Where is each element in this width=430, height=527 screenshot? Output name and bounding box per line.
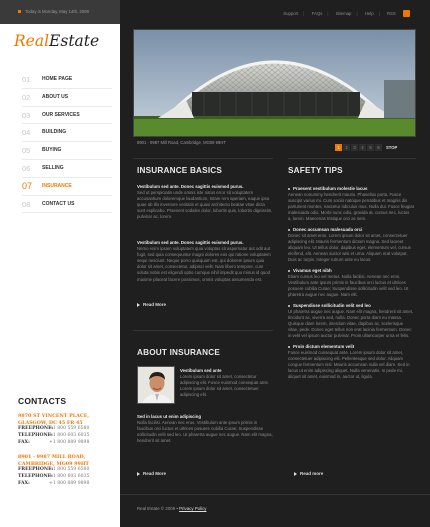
about-intro-text: Lorem ipsum dolor sit amet, consectetur adipiscing elit. Fusce euismod consequat ante. Lorem ipsum dolor sit amet, consectetuer adipiscing elit. xyxy=(180,374,270,398)
nav-label: SELLING xyxy=(42,164,64,171)
fax-label: FAX: xyxy=(18,439,30,445)
fax-value: +1 800 889 9898 xyxy=(49,439,90,445)
tip-title-text: Vivamus eget nibh xyxy=(293,268,332,273)
nav-number: 03 xyxy=(22,110,31,120)
office2-address-line2: CAMBRIDGE, MG09 99HT xyxy=(18,460,89,467)
person-avatar xyxy=(137,366,175,404)
office2-address-line1: 8901 - 9987 MILL ROAD, xyxy=(18,454,86,461)
office1-address-line1: 9870 ST VINCENT PLACE, xyxy=(18,413,90,419)
telephone-label: TELEPHONE: xyxy=(18,432,53,438)
slider-page-4[interactable]: 4 xyxy=(359,144,366,151)
logo-part-1: Real xyxy=(14,32,50,50)
nav-label: OUR SERVICES xyxy=(42,111,80,118)
tip-title-text: Proin dictum elementum velit xyxy=(293,344,355,349)
office1-telephone-row xyxy=(18,433,116,440)
date-text: Today is Monday, May 14th, 2009 xyxy=(25,9,89,14)
freephone-value: +1 800 559 6580 xyxy=(49,426,90,431)
top-link-help[interactable]: Help xyxy=(364,10,374,16)
about-sub-heading: Sed in lacus ut enim adipiscing xyxy=(137,414,201,419)
person-photo xyxy=(138,367,175,404)
insurance-basics-p2-text: Nemo enim ipsam voluptatem quia voluptas sit aspernatur aut odit aut fugit, sed quia consequuntur magni dolores eos qui ratione voluptatem sequi nesciunt. Neque porro quisquam est, qui dolorem ipsum quia dolor sit amet, consectetur, adipisci velit. Nam libero tempore, cum soluta nobis est eligendi optio cumque nihil impedit quo minus id quod maxime placeat facere possimus, omnis voluptas assumenda est. xyxy=(137,246,271,282)
featured-photo xyxy=(133,29,416,137)
nav-item-contact-us[interactable] xyxy=(22,196,112,214)
bullet-icon xyxy=(18,10,21,13)
nav-label: BUILDING xyxy=(42,129,67,136)
tip-text: Ut pharetra augue nec augue. Nam elit magna, hendrerit sit amet, tincidunt ac, viverra sed, nulla. Donec porta diam eu massa. Quisque diam lorem, interdum vitae, dapibus ac, scelerisque vitae, pede. Donec eget tellus non erat lacinia fermentum. Donec in velit vel ipsum auctor pulvinar. Proin ullamcorper urna et felis. xyxy=(288,309,414,338)
top-link-rss[interactable]: RSS xyxy=(386,10,396,16)
bullet-icon xyxy=(288,270,290,272)
nav-number: 04 xyxy=(22,128,31,138)
tip-item xyxy=(288,186,414,222)
insurance-basics-read-more[interactable] xyxy=(137,302,166,307)
slider-page-2[interactable]: 2 xyxy=(343,144,350,151)
privacy-policy-link[interactable]: Privacy Policy xyxy=(179,506,207,511)
read-more-label: Read more xyxy=(300,471,324,476)
office1-fax-row xyxy=(18,440,116,447)
telephone-label: TELEPHONE: xyxy=(18,474,53,480)
nav-label: ABOUT US xyxy=(42,93,69,100)
nav-item-home-page[interactable] xyxy=(22,71,112,89)
insurance-basics-p2 xyxy=(137,240,274,283)
tip-item xyxy=(288,268,414,298)
logo-part-2: Estate xyxy=(49,32,100,50)
about-name: Vestibulum sed ante xyxy=(180,368,222,373)
nav-number: 06 xyxy=(22,163,31,173)
divider-left xyxy=(133,158,273,159)
top-link-faqs[interactable]: FAQs xyxy=(311,10,323,16)
telephone-value: +1 800 603 6035 xyxy=(49,432,90,438)
about-intro xyxy=(180,368,274,398)
tip-title-text: Suspendisse sollicitudin velit sed leo xyxy=(293,303,371,308)
freephone-label: FREEPHONE: xyxy=(18,467,54,473)
nav-number: 02 xyxy=(22,92,31,102)
tip-item xyxy=(288,227,414,263)
divider-about xyxy=(133,330,273,331)
office1-address-line2: GLASGOW, DC 45 FR 45 xyxy=(18,419,83,426)
office2-telephone-row xyxy=(18,474,116,481)
bullet-icon xyxy=(288,229,290,231)
slider-page-6[interactable]: 6 xyxy=(375,144,382,151)
footer xyxy=(137,506,206,511)
bullet-icon xyxy=(288,346,290,348)
nav-number: 01 xyxy=(22,75,31,84)
top-link-support[interactable]: Support xyxy=(283,10,299,16)
read-more-label: Read More xyxy=(143,471,167,476)
divider-right xyxy=(288,158,416,159)
nav-item-buying[interactable] xyxy=(22,142,112,160)
arrow-right-icon xyxy=(137,303,140,307)
nav-item-building[interactable] xyxy=(22,124,112,142)
nav-item-insurance[interactable] xyxy=(22,178,112,196)
insurance-basics-p2-heading: Vestibulum sed ante. Donec sagittis euismod purus. xyxy=(137,240,244,245)
left-column xyxy=(0,0,120,527)
contacts-title: CONTACTS xyxy=(18,396,67,406)
read-more-label: Read More xyxy=(143,302,167,307)
nav-label: CONTACT US xyxy=(42,200,75,207)
about-sub-text: Nulla facilisi. Aenean nec eros. Vestibulum ante ipsum primis in faucibus orci luctus et ultrices posuere cubilia Curae; Suspendisse sollicitudin velit sed leo. Ut pharetra augue nec augue. Nam elit magna, hendrerit sit amet. xyxy=(137,420,273,444)
tip-text: Fusce euismod consequat ante. Lorem ipsum dolor sit amet, consectetuer adipiscing elit. Pellentesque sed dolor. Aliquam congue fermentum nisl. Mauris accumsan nulla vel diam. Sed in lacus ut enim adipiscing aliquet. Nulla venenatis. In pede mi, aliquet sit amet, euismod in, auctor ut, ligula. xyxy=(288,350,410,379)
nav-label: INSURANCE xyxy=(42,182,72,189)
tip-text: Donec sit amet eros. Lorem ipsum dolor sit amet, consectetuer adipiscing elit. Mauris fermentum dictum magna. Sed laoreet aliquam leo. Ut tellus dolor, dapibus eget, elementum vel, cursus eleifend, elit. Aenean auctor wisi et urna. Aliquam erat volutpat. Duis ac turpis. Integer rutrum ante eu lacus. xyxy=(288,233,411,262)
safety-tips-title: SAFETY TIPS xyxy=(288,166,343,175)
insurance-basics-p1 xyxy=(137,184,274,221)
telephone-value: +1 800 603 6035 xyxy=(49,474,90,480)
date-bar xyxy=(0,0,120,24)
office1-freephone-row xyxy=(18,426,116,433)
arrow-right-icon xyxy=(294,472,297,476)
office2-fax-row xyxy=(18,481,116,488)
main-nav xyxy=(22,71,112,213)
slider-page-3[interactable]: 3 xyxy=(351,144,358,151)
insurance-basics-p1-text: Sed ut perspiciatis unde omnis iste natus error sit voluptatem accusantium doloremque laudantium, totam rem aperiam, eaque ipsa quae ab illo inventore veritatis et quasi architecto beatae vitae dicta sunt explicabo. Praesent sodales dolor, lobortis quis, lobortis dignissim, pulvinar ac, lorem. xyxy=(137,190,273,220)
nav-item-our-services[interactable] xyxy=(22,107,112,125)
fax-value: +1 800 889 9898 xyxy=(49,480,90,486)
right-column xyxy=(120,0,430,527)
fax-label: FAX: xyxy=(18,480,30,486)
about-sub xyxy=(137,414,274,444)
insurance-basics-p1-heading: Vestibulum sed ante. Donec sagittis euismod purus. xyxy=(137,184,244,189)
top-link-sitemap[interactable]: Sitemap xyxy=(335,10,352,16)
freephone-label: FREEPHONE: xyxy=(18,426,54,431)
tip-title-text: Praesent vestibulum molestie lacus xyxy=(293,186,368,191)
rss-icon[interactable] xyxy=(403,10,410,17)
nav-number: 05 xyxy=(22,146,31,156)
building-image xyxy=(134,30,416,137)
tip-item xyxy=(288,303,414,339)
footer-divider xyxy=(120,494,430,495)
about-insurance-title: ABOUT INSURANCE xyxy=(137,348,221,357)
contacts-block xyxy=(18,396,116,488)
nav-item-selling[interactable] xyxy=(22,160,112,178)
tip-text: Etiam cursus leo vel metus. Nulla facilisi. Aenean nec eros. Vestibulum ante ipsum primis in faucibus orci luctus et ultrices posuere cubilia Curae; Suspendisse sollicitudin velit sed leo. Ut pharetra augue nec augue. Nam elit. xyxy=(288,274,409,297)
top-links: Support | FAQs | Sitemap | Help | RSS xyxy=(277,10,410,17)
slider-stop-button[interactable]: STOP xyxy=(386,145,398,151)
bullet-icon xyxy=(288,188,290,190)
copyright-text: Real Estate © 2009 • xyxy=(137,506,178,511)
tip-item xyxy=(288,344,414,380)
nav-item-about-us[interactable] xyxy=(22,89,112,107)
slider-page-5[interactable]: 5 xyxy=(367,144,374,151)
tips-read-more[interactable] xyxy=(294,471,323,476)
freephone-value: +1 800 559 6580 xyxy=(49,467,90,473)
arrow-right-icon xyxy=(137,472,140,476)
slider-caption: 8901 - 9987 Mill Road, Cambridge, MG09 99HT xyxy=(137,140,226,145)
tip-title-text: Donec accumsan malesuada orci xyxy=(293,227,363,232)
bullet-icon xyxy=(288,305,290,307)
nav-number: 08 xyxy=(22,199,31,209)
nav-label: HOME PAGE xyxy=(42,76,73,82)
nav-label: BUYING xyxy=(42,147,62,154)
safety-tips-list xyxy=(288,186,414,385)
slider-controls xyxy=(335,139,398,157)
nav-number: 07 xyxy=(22,180,33,191)
slider-page-1[interactable]: 1 xyxy=(335,144,342,151)
tip-text: Aenean nonummy hendrerit mauris. Phasellus porta. Fusce suscipit varius mi. Cum sociis natoque penatibus et magnis dis parturient montes, nascetur ridiculus mus. Nulla dui. Fusce feugiat malesuada odio. Morbi nunc odio, gravida at, cursus nec, luctus a, lorem. Maecenas tristique orci ac sem. xyxy=(288,192,414,221)
about-read-more[interactable] xyxy=(137,471,166,476)
site-logo[interactable] xyxy=(14,32,99,50)
insurance-basics-title: INSURANCE BASICS xyxy=(137,166,223,175)
